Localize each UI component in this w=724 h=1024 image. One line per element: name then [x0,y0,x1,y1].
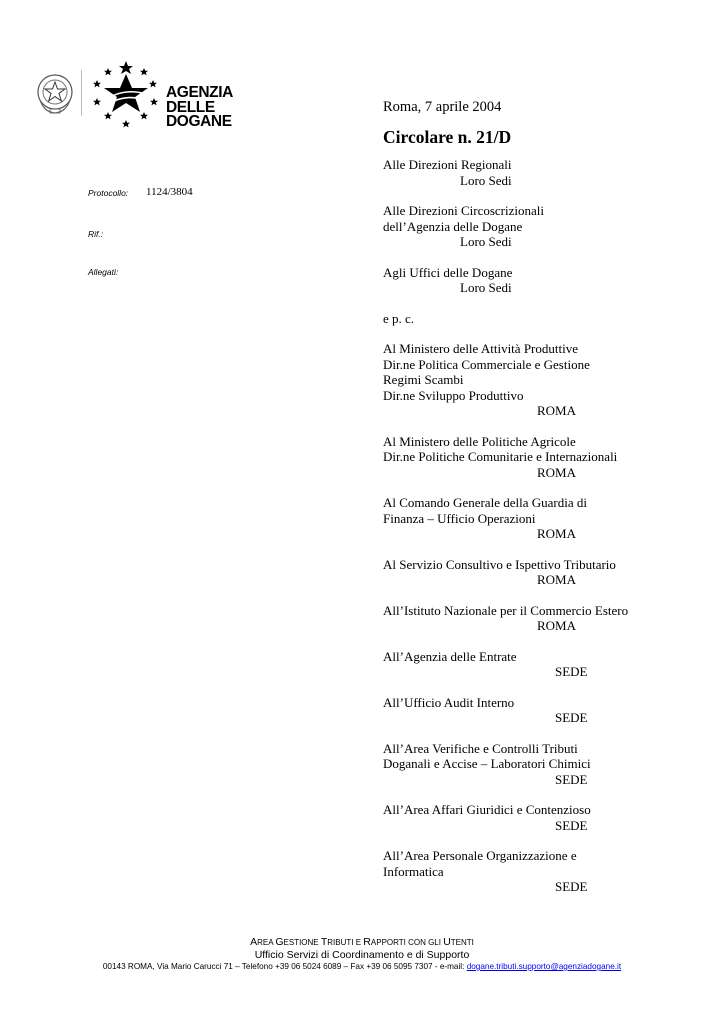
recipient-block [383,695,673,726]
area-cap-letter: R [363,936,371,948]
recipient-block [383,203,673,250]
recipient-location: ROMA [537,526,577,541]
recipient-location: SEDE [555,664,588,679]
recipient-line: All’Area Personale Organizzazione e [383,848,577,863]
recipient-line: Doganali e Accise – Laboratori Chimici [383,756,591,771]
recipient-block [383,603,673,634]
recipient-block [383,649,673,680]
recipient-block [383,557,673,588]
rif-label: Rif.: [88,229,104,239]
area-cap-letter: T [320,936,328,948]
letter-date: Roma, 7 aprile 2004 [383,99,502,115]
area-word-rest: TENTI [450,938,474,947]
recipient-block [383,802,673,833]
recipient-line: dell’Agenzia delle Dogane [383,218,523,234]
recipient-location: SEDE [555,771,588,787]
recipient-line: Al Comando Generale della Guardia di [383,495,587,510]
allegati-label: Allegati: [88,267,119,277]
footer [0,936,724,972]
recipient-line: Finanza – Ufficio Operazioni [383,510,536,526]
recipient-block [383,741,673,788]
recipient-location: Loro Sedi [460,172,512,188]
recipient-line: Al Ministero delle Politiche Agricole [383,433,576,449]
recipient-line: Agli Uffici delle Dogane [383,264,513,280]
recipient-location: Loro Sedi [460,234,512,249]
recipient-location: ROMA [537,403,577,418]
recipient-line: Al Ministero delle Attività Produttive [383,341,578,356]
footer-contacts [0,961,724,972]
recipient-block [383,848,673,895]
footer-email-link[interactable]: dogane.tributi.supporto@agenziadogane.it [466,962,622,971]
recipient-line: All’Ufficio Audit Interno [383,694,515,710]
recipient-line: Dir.ne Politiche Comunitarie e Internazionali [383,449,618,464]
recipient-block [383,157,673,188]
recipient-line: Alle Direzioni Regionali [383,157,512,172]
recipient-block [383,434,673,481]
recipient-line: Informatica [383,863,444,879]
recipient-location: ROMA [537,618,577,633]
area-word-rest: REA [257,938,276,947]
recipient-line: Dir.ne Politica Commerciale e Gestione [383,356,590,372]
italian-emblem-icon [34,70,76,116]
recipient-line: e p. c. [383,310,415,326]
agency-brand-name [166,86,233,130]
recipient-block [383,311,673,327]
recipient-location: ROMA [537,464,577,480]
letter-body [383,100,673,910]
recipient-line: Dir.ne Sviluppo Produttivo [383,387,524,403]
area-cap-letter: G [275,936,284,948]
recipient-block [383,341,673,419]
area-word-rest: APPORTI CON GLI [370,938,444,947]
recipient-block [383,265,673,296]
recipient-block [383,495,673,542]
area-cap-letter: A [250,936,258,948]
recipient-location: ROMA [537,572,577,587]
recipient-location: SEDE [555,710,588,725]
area-cap-letter: U [443,936,451,948]
logo-divider [81,70,82,116]
recipient-location: SEDE [555,879,588,894]
recipient-line: Regimi Scambi [383,372,464,387]
recipient-line: Al Servizio Consultivo e Ispettivo Tributario [383,556,616,572]
recipient-location: Loro Sedi [460,280,512,295]
recipient-line: Alle Direzioni Circoscrizionali [383,203,545,218]
area-word-rest: RIBUTI E [327,938,364,947]
protocollo-label: Protocollo: [88,188,129,198]
recipient-line: All’Area Verifiche e Controlli Tributi [383,740,578,756]
recipient-line: All’Area Affari Giuridici e Contenzioso [383,802,591,817]
brand-line-3: DOGANE [166,113,232,130]
agency-star-logo-icon [86,58,164,132]
footer-office: Ufficio Servizi di Coordinamento e di Supporto [254,949,470,961]
circular-title: Circolare n. 21/D [383,126,512,147]
recipient-line: All’Istituto Nazionale per il Commercio Estero [383,602,629,618]
area-word-rest: ESTIONE [283,938,321,947]
footer-area-name [0,936,724,949]
brand-line-1: AGENZIA [166,84,233,101]
recipient-location: SEDE [555,817,588,833]
protocollo-value: 1124/3804 [146,186,193,198]
brand-line-2: DELLE [166,98,215,116]
recipient-list [383,157,673,895]
footer-address: 00143 ROMA, Via Mario Carucci 71 – Telefono +39 06 5024 6089 – Fax +39 06 5095 7307 - e-mail: [102,962,467,971]
recipient-line: All’Agenzia delle Entrate [383,648,517,664]
